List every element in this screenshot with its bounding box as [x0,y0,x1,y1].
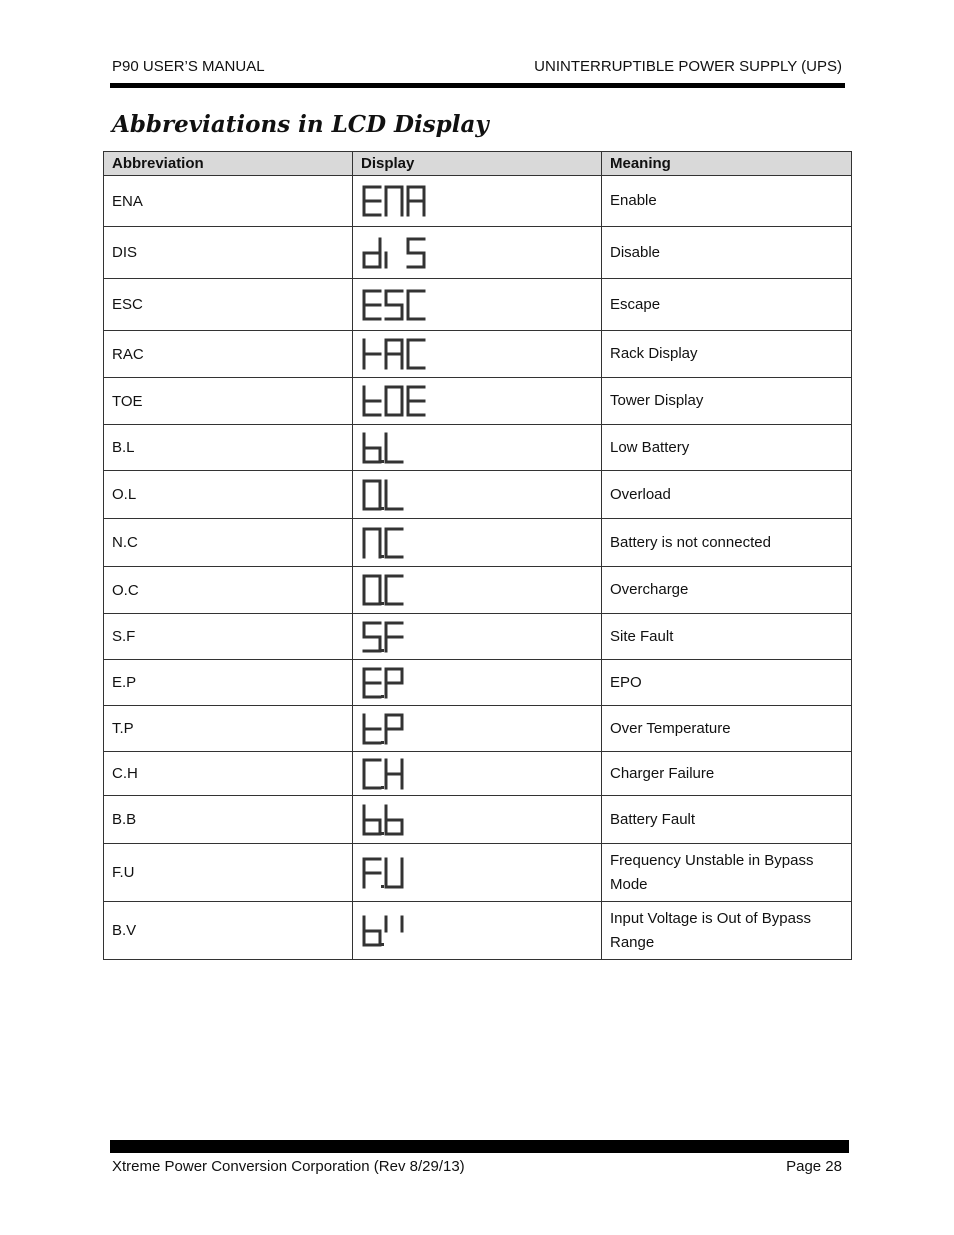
display-cell [353,331,602,378]
table-row [104,279,852,331]
meaning-cell: Rack Display [602,331,852,378]
lcd-display-glyph [361,337,441,371]
table-row [104,752,852,796]
page-title: Abbreviations in LCD Display [112,111,489,138]
display-cell [353,279,602,331]
footer-company: Xtreme Power Conversion Corporation (Rev 8/29/13) [112,1158,465,1175]
table-row [104,567,852,614]
table-row [104,176,852,227]
lcd-display-glyph [361,184,441,218]
display-cell [353,796,602,844]
abbreviation-cell: B.V [104,902,353,960]
meaning-cell: Charger Failure [602,752,852,796]
lcd-display-glyph [361,620,441,654]
display-cell [353,660,602,706]
abbreviations-table [103,151,852,960]
table-row [104,614,852,660]
table-header-row [104,152,852,176]
display-cell [353,567,602,614]
display-cell [353,378,602,425]
table-row [104,471,852,519]
meaning-cell: Battery Fault [602,796,852,844]
abbreviation-cell: N.C [104,519,353,567]
lcd-display-glyph [361,573,441,607]
display-cell [353,752,602,796]
lcd-display-glyph [361,803,441,837]
lcd-display-glyph [361,478,441,512]
abbreviation-cell: B.L [104,425,353,471]
header-rule [110,83,845,88]
lcd-display-glyph [361,526,441,560]
table-row [104,425,852,471]
meaning-cell: EPO [602,660,852,706]
display-cell [353,902,602,960]
lcd-display-glyph [361,712,441,746]
abbreviation-cell: RAC [104,331,353,378]
meaning-cell: Input Voltage is Out of Bypass Range [602,902,852,960]
abbreviation-cell: ENA [104,176,353,227]
footer-rule [110,1140,849,1153]
meaning-cell: Escape [602,279,852,331]
display-cell [353,176,602,227]
meaning-cell: Over Temperature [602,706,852,752]
abbreviation-cell: ESC [104,279,353,331]
column-header-meaning: Meaning [602,152,852,176]
table-row [104,706,852,752]
abbreviation-cell: C.H [104,752,353,796]
lcd-display-glyph [361,288,441,322]
footer-page-number: Page 28 [786,1158,842,1175]
display-cell [353,614,602,660]
display-cell [353,227,602,279]
display-cell [353,844,602,902]
meaning-cell: Overload [602,471,852,519]
abbreviation-cell: F.U [104,844,353,902]
meaning-cell: Frequency Unstable in Bypass Mode [602,844,852,902]
lcd-display-glyph [361,431,441,465]
meaning-cell: Overcharge [602,567,852,614]
header-product-title: UNINTERRUPTIBLE POWER SUPPLY (UPS) [534,58,842,75]
abbreviation-cell: DIS [104,227,353,279]
abbreviation-cell: S.F [104,614,353,660]
abbreviation-cell: O.C [104,567,353,614]
lcd-display-glyph [361,666,441,700]
display-cell [353,519,602,567]
column-header-abbreviation: Abbreviation [104,152,353,176]
meaning-cell: Low Battery [602,425,852,471]
meaning-cell: Site Fault [602,614,852,660]
abbreviation-cell: E.P [104,660,353,706]
table-row [104,902,852,960]
table-row [104,796,852,844]
table-row [104,378,852,425]
meaning-cell: Enable [602,176,852,227]
display-cell [353,425,602,471]
lcd-display-glyph [361,384,441,418]
display-cell [353,706,602,752]
abbreviation-cell: B.B [104,796,353,844]
table-row [104,331,852,378]
meaning-cell: Battery is not connected [602,519,852,567]
table-row [104,660,852,706]
lcd-display-glyph [361,914,441,948]
lcd-display-glyph [361,856,441,890]
abbreviation-cell: TOE [104,378,353,425]
lcd-display-glyph [361,236,441,270]
table-row [104,227,852,279]
column-header-display: Display [353,152,602,176]
table-row [104,519,852,567]
table-row [104,844,852,902]
lcd-display-glyph [361,757,441,791]
display-cell [353,471,602,519]
meaning-cell: Tower Display [602,378,852,425]
meaning-cell: Disable [602,227,852,279]
abbreviation-cell: O.L [104,471,353,519]
abbreviation-cell: T.P [104,706,353,752]
header-manual-title: P90 USER’S MANUAL [112,58,265,75]
